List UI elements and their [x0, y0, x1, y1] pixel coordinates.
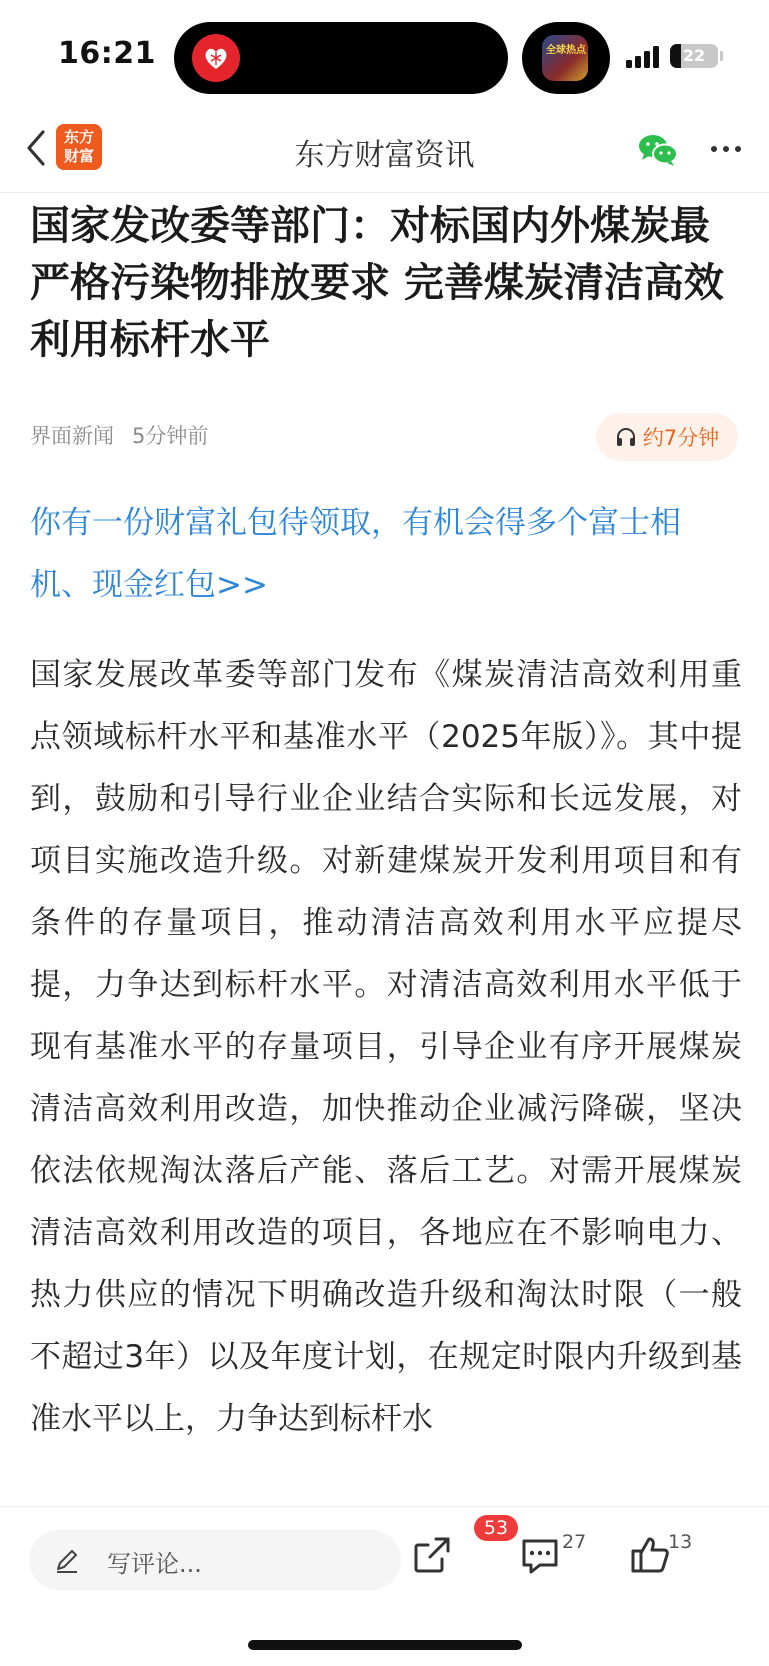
share-icon — [410, 1533, 454, 1577]
like-button[interactable] — [628, 1533, 672, 1577]
share-button[interactable] — [410, 1533, 454, 1577]
like-count: 13 — [668, 1531, 693, 1553]
status-bar — [0, 0, 769, 110]
article-body: 国家发展改革委等部门发布《煤炭清洁高效利用重点领域标杆水平和基准水平（2025年版）》。其中提到，鼓励和引导行业企业结合实际和长远发展，对项目实施改造升级。对新建煤炭开发利用项目和有条件的存量项目，推动清洁高效利用水平应提尽提，力争达到标杆水平。对清洁高效利用水平低于现有基准水平的存量项目，引导企业有序开展煤炭清洁高效利用改造，加快推动企业减污降碳，坚决依法依规淘汰落后产能、落后工艺。对需开展煤炭清洁高效利用改造的项目，各地应在不影响电力、热力供应的情况下明确改造升级和淘汰时限（一般不超过3年）以及年度计划，在规定时限内升级到基准水平以上，力争达到标杆水 — [30, 657, 742, 1437]
headphones-icon — [615, 426, 637, 448]
battery-tip — [720, 51, 723, 61]
comment-bubble-icon — [518, 1533, 562, 1577]
comment-input[interactable] — [29, 1530, 401, 1590]
battery-icon — [670, 44, 718, 68]
home-indicator[interactable] — [248, 1640, 522, 1650]
promo-link[interactable]: 你有一份财富礼包待领取，有机会得多个富士相机、现金红包>> — [30, 505, 681, 603]
live-activity-pill[interactable] — [522, 22, 610, 94]
cellular-signal-icon — [626, 46, 662, 68]
comment-count: 27 — [562, 1531, 587, 1553]
thumbs-up-icon — [628, 1533, 672, 1577]
article-headline: 国家发改委等部门：对标国内外煤炭最严格污染物排放要求 完善煤炭清洁高效利用标杆水平 — [30, 203, 724, 363]
comment-placeholder: 写评论... — [107, 1550, 202, 1578]
more-dots-icon — [710, 145, 742, 153]
page-title: 东方财富资讯 — [294, 138, 475, 173]
pinduoduo-app-icon — [192, 34, 240, 82]
listen-duration: 约7分钟 — [642, 426, 720, 450]
article-source[interactable]: 界面新闻 — [30, 424, 114, 448]
nav-bar — [0, 110, 769, 193]
article-meta — [30, 420, 208, 450]
status-time: 16:21 — [58, 36, 156, 71]
more-options-button[interactable] — [706, 134, 746, 164]
live-activity-label: 全球热点 — [546, 45, 586, 56]
listen-button[interactable] — [596, 413, 738, 461]
wechat-icon — [638, 132, 678, 168]
pencil-icon — [53, 1547, 81, 1575]
dynamic-island[interactable] — [174, 22, 508, 94]
comments-button[interactable] — [518, 1533, 562, 1577]
logo-text-line1: 东方 — [63, 128, 94, 146]
wechat-share-button[interactable] — [638, 132, 678, 168]
share-count-badge: 53 — [474, 1515, 518, 1541]
battery-level: 22 — [682, 46, 706, 65]
logo-text-line2: 财富 — [63, 147, 94, 165]
article-time: 5分钟前 — [132, 424, 209, 448]
news-thumbnail-icon — [542, 35, 588, 81]
